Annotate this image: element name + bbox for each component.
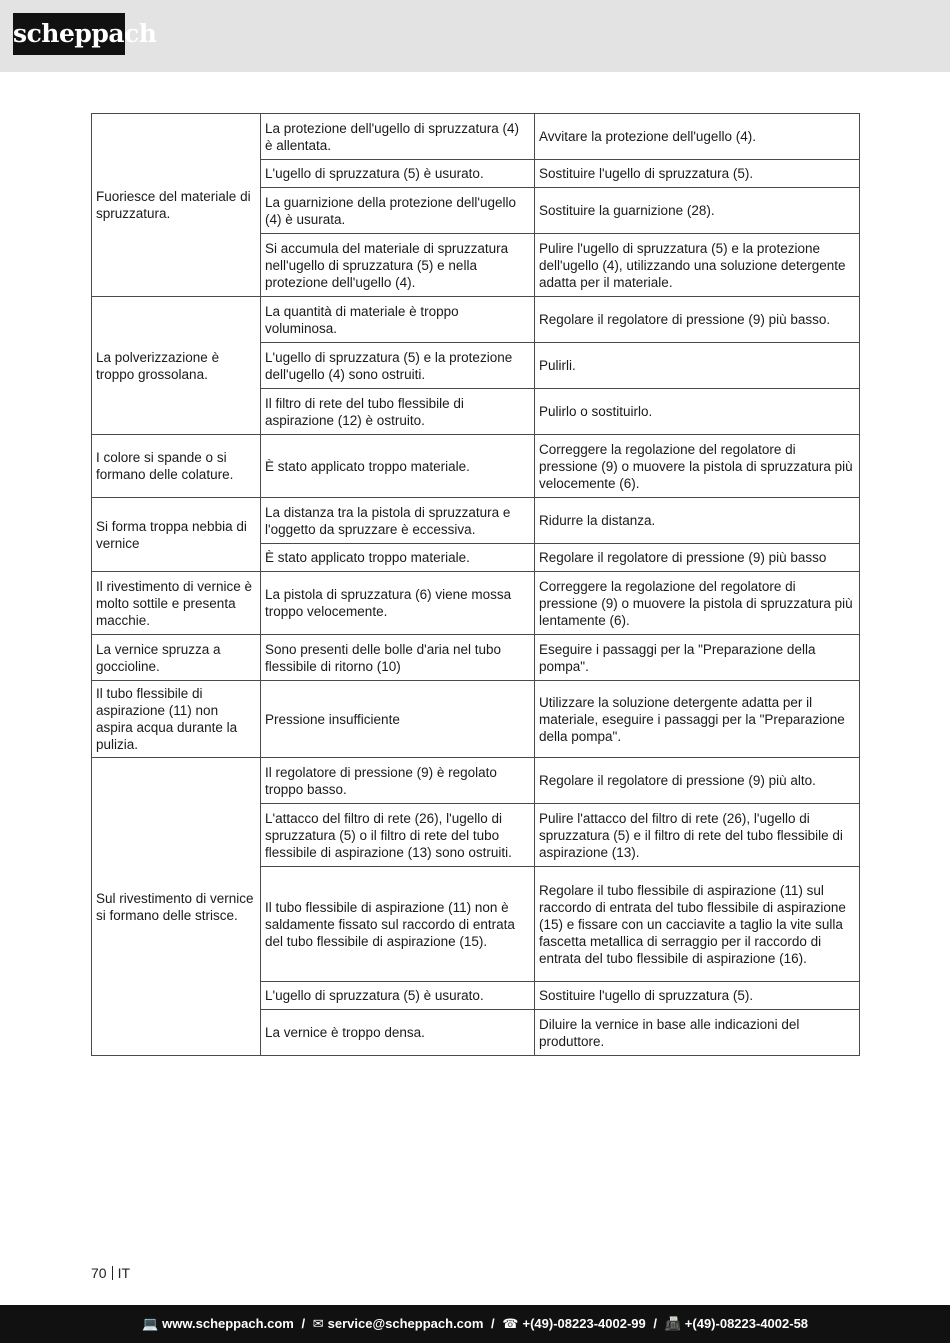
remedy-cell: Regolare il tubo flessibile di aspirazione (11) sul raccordo di entrata del tubo flessibile di aspirazione (15) e fissare con un cacciavite a taglio la vite sulla fascetta metallica di serraggio per il raccordo di entrata del tubo flessibile di aspirazione (16). (535, 867, 860, 982)
page-header (0, 0, 950, 72)
problem-cell: La polverizzazione è troppo grossolana. (92, 297, 261, 435)
remedy-cell: Utilizzare la soluzione detergente adatta per il materiale, eseguire i passaggi per la "Preparazione della pompa". (535, 681, 860, 758)
remedy-cell: Regolare il regolatore di pressione (9) più basso (535, 544, 860, 572)
remedy-cell: Sostituire l'ugello di spruzzatura (5). (535, 982, 860, 1010)
page-number (91, 1265, 130, 1281)
table-row (92, 114, 860, 160)
footer-fax: +(49)-08223-4002-58 (684, 1316, 809, 1331)
problem-cell: La vernice spruzza a goccioline. (92, 635, 261, 681)
problem-cell: Fuoriesce del materiale di spruzzatura. (92, 114, 261, 297)
page-number-value: 70 (91, 1265, 107, 1281)
problem-cell: Sul rivestimento di vernice si formano delle strisce. (92, 758, 261, 1056)
remedy-cell: Pulire l'ugello di spruzzatura (5) e la protezione dell'ugello (4), utilizzando una soluzione detergente adatta per il materiale. (535, 234, 860, 297)
page-footer (0, 1305, 950, 1343)
cause-cell: Il filtro di rete del tubo flessibile di aspirazione (12) è ostruito. (261, 389, 535, 435)
cause-cell: Si accumula del materiale di spruzzatura nell'ugello di spruzzatura (5) e nella protezione dell'ugello (4). (261, 234, 535, 297)
problem-cell: Si forma troppa nebbia di vernice (92, 498, 261, 572)
footer-separator: / (653, 1316, 657, 1331)
cause-cell: L'ugello di spruzzatura (5) è usurato. (261, 982, 535, 1010)
cause-cell: L'attacco del filtro di rete (26), l'ugello di spruzzatura (5) o il filtro di rete del tubo flessibile di aspirazione (13) sono ostruiti. (261, 804, 535, 867)
cause-cell: Il regolatore di pressione (9) è regolato troppo basso. (261, 758, 535, 804)
remedy-cell: Regolare il regolatore di pressione (9) più basso. (535, 297, 860, 343)
email-icon: ✉ (312, 1316, 324, 1331)
table-row (92, 758, 860, 804)
remedy-cell: Regolare il regolatore di pressione (9) più alto. (535, 758, 860, 804)
cause-cell: La guarnizione della protezione dell'ugello (4) è usurata. (261, 188, 535, 234)
problem-cell: Il rivestimento di vernice è molto sottile e presenta macchie. (92, 572, 261, 635)
table-row (92, 498, 860, 544)
remedy-cell: Correggere la regolazione del regolatore di pressione (9) o muovere la pistola di spruzzatura più lentamente (6). (535, 572, 860, 635)
footer-website[interactable]: www.scheppach.com (162, 1316, 294, 1331)
cause-cell: La distanza tra la pistola di spruzzatura e l'oggetto da spruzzare è eccessiva. (261, 498, 535, 544)
remedy-cell: Pulirlo o sostituirlo. (535, 389, 860, 435)
computer-icon: 💻 (141, 1316, 159, 1331)
remedy-cell: Pulirli. (535, 343, 860, 389)
cause-cell: L'ugello di spruzzatura (5) è usurato. (261, 160, 535, 188)
table-row (92, 435, 860, 498)
remedy-cell: Correggere la regolazione del regolatore di pressione (9) o muovere la pistola di spruzzatura più velocemente (6). (535, 435, 860, 498)
footer-separator: / (301, 1316, 306, 1331)
phone-icon: ☎ (502, 1316, 519, 1331)
cause-cell: L'ugello di spruzzatura (5) e la protezione dell'ugello (4) sono ostruiti. (261, 343, 535, 389)
problem-cell: I colore si spande o si formano delle colature. (92, 435, 261, 498)
remedy-cell: Pulire l'attacco del filtro di rete (26), l'ugello di spruzzatura (5) e il filtro di rete del tubo flessibile di aspirazione (13). (535, 804, 860, 867)
page-number-divider (112, 1266, 113, 1280)
troubleshooting-table (91, 113, 860, 1056)
table-row (92, 635, 860, 681)
remedy-cell: Avvitare la protezione dell'ugello (4). (535, 114, 860, 160)
cause-cell: È stato applicato troppo materiale. (261, 544, 535, 572)
cause-cell: La protezione dell'ugello di spruzzatura (4) è allentata. (261, 114, 535, 160)
footer-phone: +(49)-08223-4002-99 (522, 1316, 646, 1331)
remedy-cell: Sostituire la guarnizione (28). (535, 188, 860, 234)
cause-cell: La pistola di spruzzatura (6) viene mossa troppo velocemente. (261, 572, 535, 635)
table-row (92, 681, 860, 758)
table-row (92, 297, 860, 343)
cause-cell: È stato applicato troppo materiale. (261, 435, 535, 498)
page-language: IT (117, 1265, 131, 1281)
cause-cell: La vernice è troppo densa. (261, 1010, 535, 1056)
remedy-cell: Diluire la vernice in base alle indicazioni del produttore. (535, 1010, 860, 1056)
footer-separator: / (491, 1316, 495, 1331)
footer-email[interactable]: service@scheppach.com (327, 1316, 484, 1331)
remedy-cell: Eseguire i passaggi per la "Preparazione della pompa". (535, 635, 860, 681)
cause-cell: La quantità di materiale è troppo voluminosa. (261, 297, 535, 343)
remedy-cell: Ridurre la distanza. (535, 498, 860, 544)
fax-icon: 📠 (664, 1316, 681, 1331)
table-row (92, 572, 860, 635)
cause-cell: Il tubo flessibile di aspirazione (11) non è saldamente fissato sul raccordo di entrata del tubo flessibile di aspirazione (15). (261, 867, 535, 982)
brand-logo: scheppach (13, 13, 125, 55)
remedy-cell: Sostituire l'ugello di spruzzatura (5). (535, 160, 860, 188)
cause-cell: Pressione insufficiente (261, 681, 535, 758)
cause-cell: Sono presenti delle bolle d'aria nel tubo flessibile di ritorno (10) (261, 635, 535, 681)
problem-cell: Il tubo flessibile di aspirazione (11) non aspira acqua durante la pulizia. (92, 681, 261, 758)
